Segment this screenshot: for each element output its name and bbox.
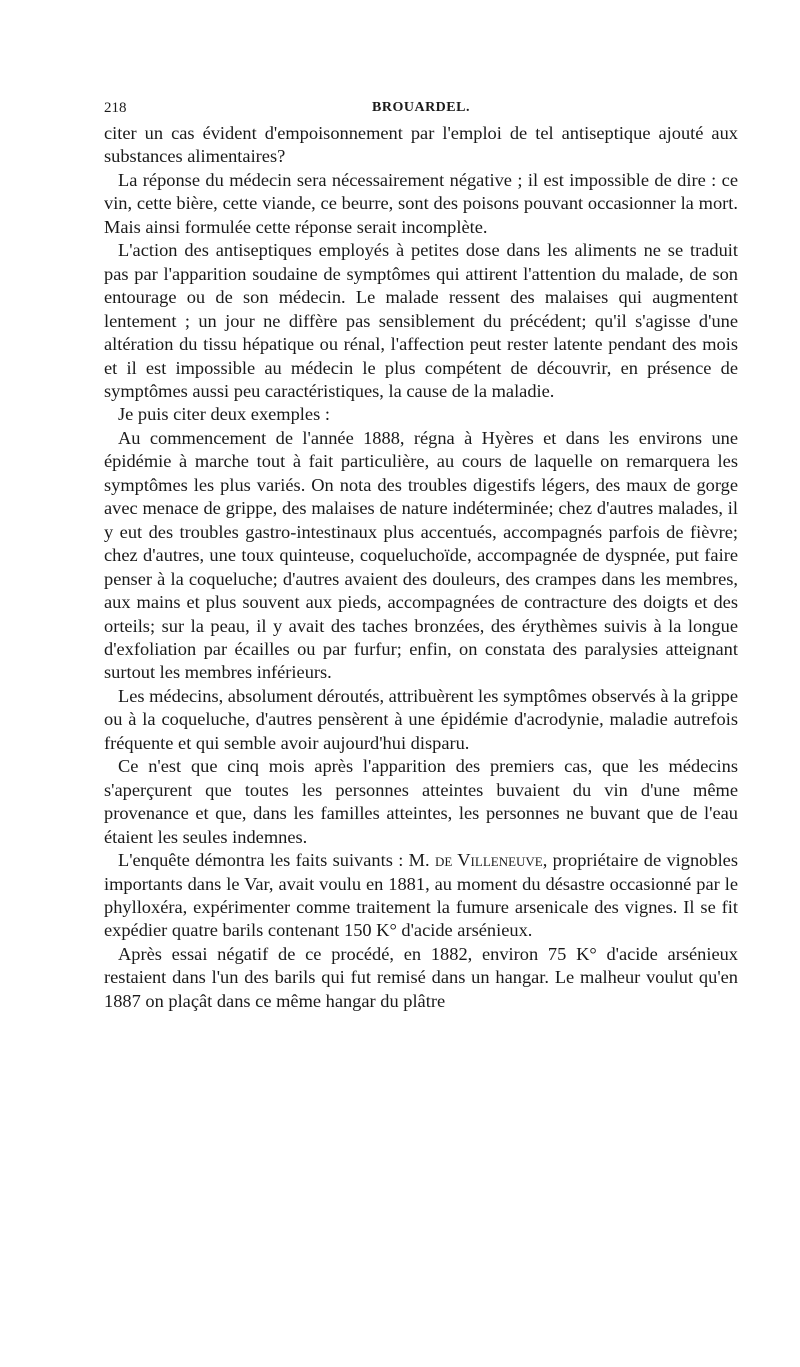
paragraph: Après essai négatif de ce procédé, en 1882, environ 75 K° d'acide arsénieux restaient dans l'un des barils qui fut remisé dans un hangar. Le malheur voulut qu'en 1887 on plaçât dans ce même hangar du plâtre [104, 943, 738, 1011]
running-head [104, 96, 738, 122]
paragraph: Ce n'est que cinq mois après l'apparition des premiers cas, que les médecins s'aperçurent que toutes les personnes atteintes buvaient du vin d'une même provenance et que, dans les familles atteintes, les personnes ne buvant que de l'eau étaient les seules indemnes. [104, 756, 738, 847]
paragraph: La réponse du médecin sera nécessairement négative ; il est impossible de dire : ce vin, cette bière, cette viande, ce beurre, sont des poisons pouvant occasionner la mort. Mais ainsi formulée cette réponse serait incomplète. [104, 169, 738, 237]
body-text [104, 122, 738, 1013]
paragraph-text: L'enquête démontra les faits suivants : M. [118, 850, 435, 871]
paragraph: Je puis citer deux exemples : [118, 404, 330, 425]
paragraph-continuation: citer un cas évident d'empoisonnement par l'emploi de tel antiseptique ajouté aux substances alimentaires? [104, 123, 738, 167]
running-title: BROUARDEL. [372, 100, 470, 115]
book-page [104, 96, 738, 1013]
paragraph: Au commencement de l'année 1888, régna à Hyères et dans les environs une épidémie à marche tout à fait particulière, au cours de laquelle on remarquera les symptômes les plus variés. On nota des troubles digestifs légers, des maux de gorge avec menace de grippe, des malaises de nature indéterminée; chez d'autres malades, il y eut des troubles gastro-intestinaux plus accentués, accompagnés parfois de fièvre; chez d'autres, une toux quinteuse, coqueluchoïde, accompagnée de dyspnée, put faire penser à la coqueluche; d'autres avaient des douleurs, des crampes dans les membres, aux mains et plus souvent aux pieds, accompagnées de contracture des doigts et des orteils; sur la peau, il y avait des taches bronzées, des érythèmes suivis à la longue d'exfoliation par écailles ou par furfur; enfin, on constata des paralysies atteignant surtout les membres inférieurs. [104, 427, 738, 683]
paragraph-text: , propriétaire de vignobles importants dans le Var, avait voulu en 1881, au moment du désastre occasionné par le phylloxéra, expérimenter comme traitement la fumure arsenicale des vignes. Il se fit expédier quatre barils contenant 150 K° d'acide arsénieux. [104, 850, 738, 941]
person-name: de Villeneuve [434, 850, 543, 871]
paragraph: L'action des antiseptiques employés à petites dose dans les aliments ne se traduit pas par l'apparition soudaine de symptômes qui attirent l'attention du malade, de son entourage ou de son médecin. Le malade ressent des malaises qui augmentent lentement ; un jour ne diffère pas sensiblement du précédent; qu'il s'agisse d'une altération du tissu hépatique ou rénal, l'affection peut rester latente pendant des mois et il est impossible au médecin le plus compétent de découvrir, en présence de symptômes aussi peu caractéristiques, la cause de la maladie. [104, 240, 738, 401]
paragraph: Les médecins, absolument déroutés, attribuèrent les symptômes observés à la grippe ou à la coqueluche, d'autres pensèrent à une épidémie d'acrodynie, maladie autrefois fréquente et qui semble avoir aujourd'hui disparu. [104, 685, 739, 753]
paragraph [104, 849, 738, 943]
page-number: 218 [104, 100, 127, 116]
